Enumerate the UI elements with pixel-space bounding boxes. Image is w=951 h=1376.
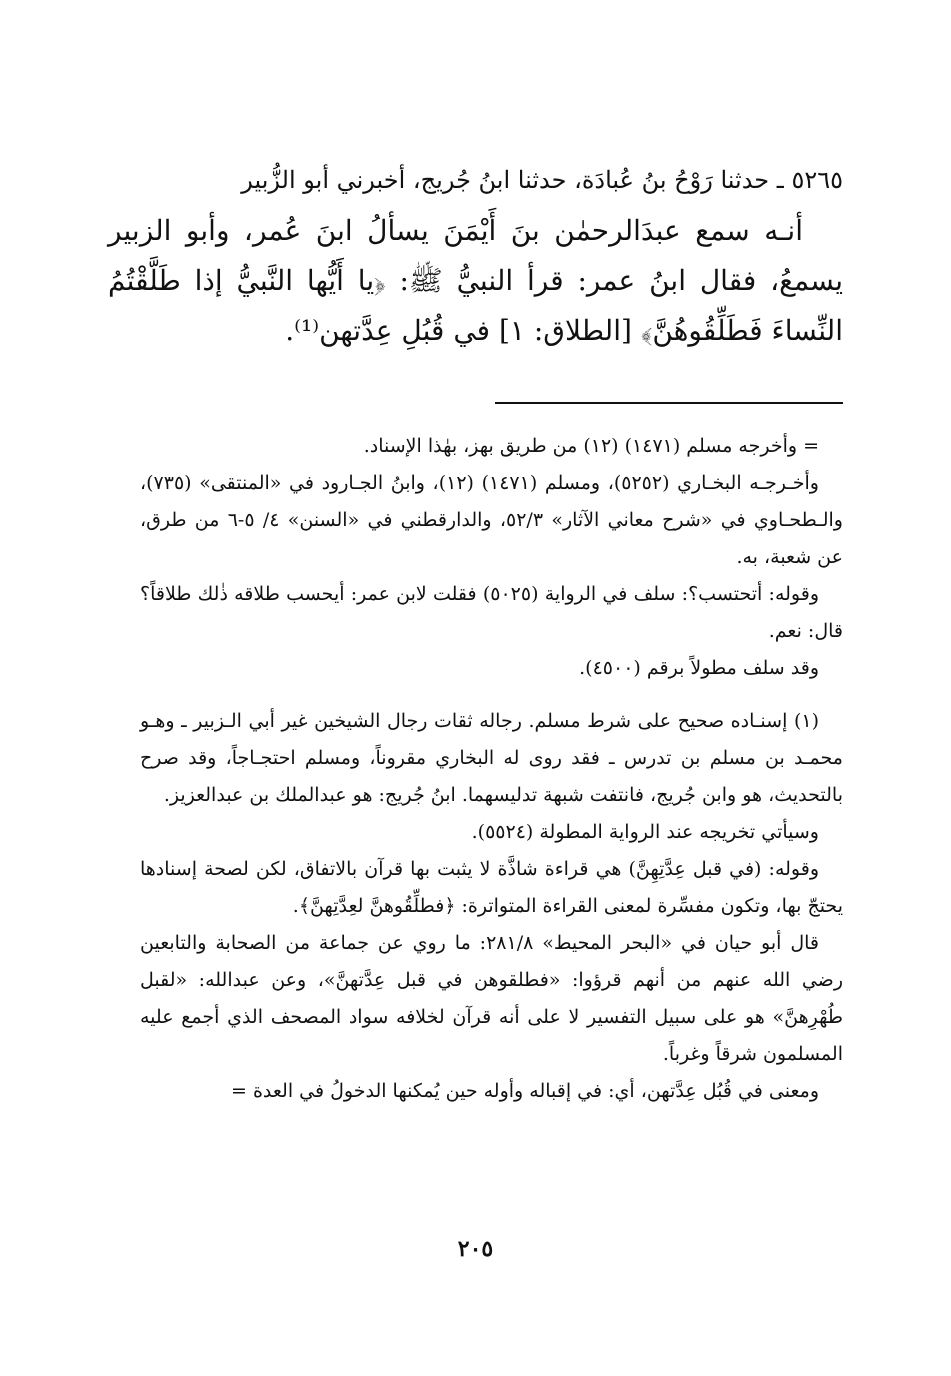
- footnote-1-qiraah: وقوله: (في قبل عِدَّتِهِنَّ) هي قراءة شاذَّة لا يثبت بها قرآن بالاتفاق، لكن لصحة إسنادها يحتجّ بها، وتكون مفسِّرة لمعنى القراءة المتواترة: ﴿فطلِّقُوهنَّ لعِدَّتِهنَّ﴾.: [140, 858, 843, 917]
- hadith-text: [108, 160, 843, 356]
- footnote-separator: [495, 402, 843, 404]
- footnote-1-takhrij: وسيأتي تخريجه عند الرواية المطولة (٥٥٢٤).: [471, 821, 819, 843]
- footnotes: [140, 428, 843, 1110]
- footnote-1: (١) إسنـاده صحيح على شرط مسلم. رجاله ثقات رجال الشيخين غير أبي الـزبير ـ وهـو محمـد بن مسلم بن تدرس ـ فقد روى له البخاري مقروناً، ومسلم احتجـاجاً، وقد صرح بالتحديث، هو وابن جُريج، فانتفت شبهة تدليسهما. ابنُ جُريج: هو عبدالملك بن عبدالعزيز.: [140, 710, 843, 806]
- footnote-continuation-4: وقد سلف مطولاً برقم (٤٥٠٠).: [579, 657, 819, 679]
- footnote-1-meaning: ومعنى في قُبُل عِدَّتهن، أي: في إقباله وأوله حين يُمكنها الدخولُ في العدة =: [230, 1080, 819, 1102]
- hadith-isnad: ٥٢٦٥ ـ حدثنا رَوْحُ بنُ عُبادَة، حدثنا ابنُ جُريج، أخبرني أبو الزُّبير: [241, 166, 843, 194]
- footnote-1-abu-hayyan: قال أبو حيان في «البحر المحيط» ٢٨١/٨: ما روي عن جماعة من الصحابة والتابعين رضي الله عنهم من أنهم قرؤوا: «فطلقوهن في قبل عِدَّتهنَّ»، وعن عبدالله: «لقبل طُهْرِهنَّ» هو على سبيل التفسير لا على أنه قرآن لخلافه سواد المصحف الذي أجمع عليه المسلمون شرقاً وغرباً.: [140, 932, 843, 1065]
- hadith-matn: أنـه سمع عبدَالرحمٰن بنَ أَيْمَنَ يسألُ ابنَ عُمر، وأبو الزبير يسمعُ، فقال ابنُ عمر: قرأ النبيُّ ﷺ: ﴿يا أَيُّها النَّبيُّ إذا طَلَّقْتُمُ النِّساءَ فَطَلِّقُوهُنَّ﴾ [الطلاق: ١] في قُبُلِ عِدَّتهن⁽¹⁾.: [108, 214, 843, 347]
- footnote-continuation-1: = وأخرجه مسلم (١٤٧١) (١٢) من طريق بهز، بهٰذا الإسناد.: [363, 435, 819, 457]
- page-number: ٢٠٥: [457, 1236, 494, 1262]
- footnote-continuation-2: وأخـرجـه البخـاري (٥٢٥٢)، ومسلم (١٤٧١) (١٢)، وابنُ الجـارود في «المنتقى» (٧٣٥)، والـطحـاوي في «شرح معاني الآثار» ٥٢/٣، والدارقطني في «السنن» ٤/ ٥-٦ من طرق، عن شعبة، به.: [140, 472, 843, 568]
- footnote-continuation-3: وقوله: أتحتسب؟: سلف في الرواية (٥٠٢٥) فقلت لابن عمر: أيحسب طلاقه ذٰلك طلاقاً؟ قال: نعم.: [140, 583, 843, 642]
